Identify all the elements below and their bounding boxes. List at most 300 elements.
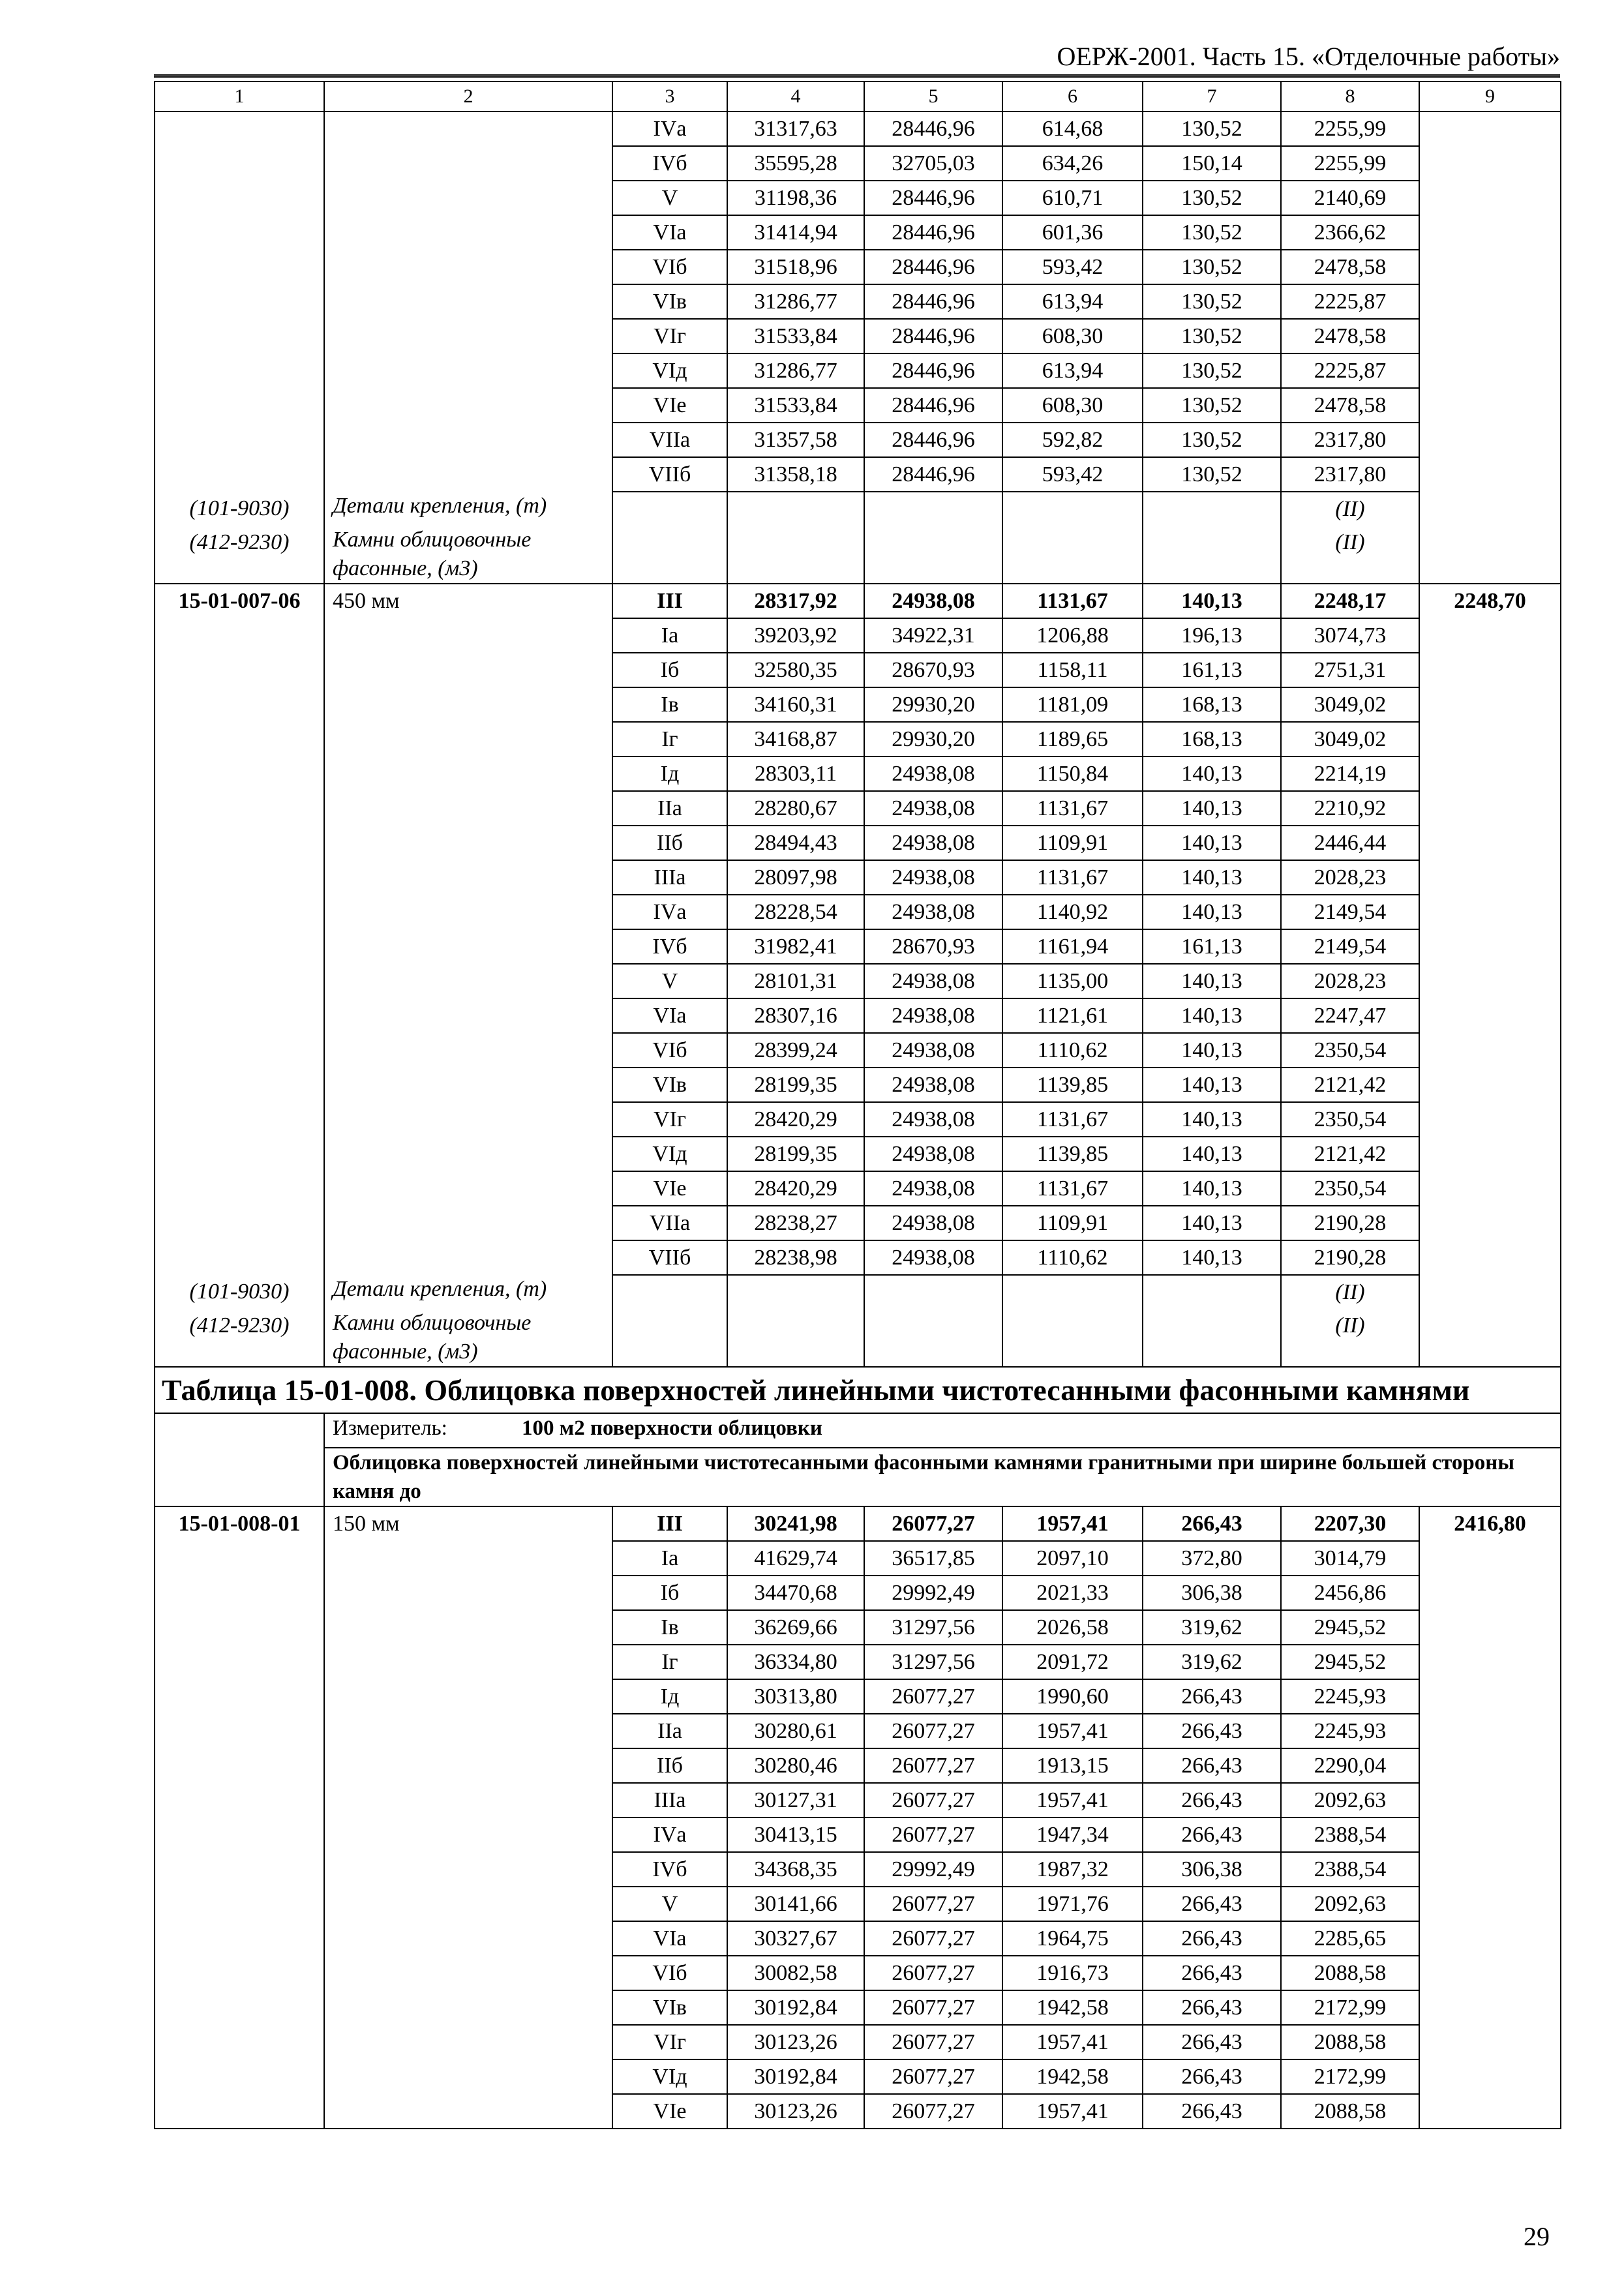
direct-cost-cell: 28317,92 [727,584,864,618]
material-cost-cell: 2388,54 [1281,1818,1419,1852]
material-name: Камни облицовочные фасонные, (м3) [324,1309,612,1367]
material-cost-cell: 2140,69 [1281,181,1419,215]
machine-cost-cell: 592,82 [1002,423,1143,457]
zone-cell: VIв [612,1068,727,1102]
direct-cost-cell: 31286,77 [727,284,864,319]
rate-code: 15-01-007-06 [155,584,324,618]
zone-cell: VIб [612,1956,727,1990]
labor-cost-cell: 26077,27 [864,2059,1002,2094]
machine-cost-cell: 1189,65 [1002,722,1143,756]
material-cost-cell: 2478,58 [1281,388,1419,423]
zone-row [155,284,1561,319]
direct-cost-cell: 31357,58 [727,423,864,457]
empty-cell [324,1645,612,1679]
empty-cell [324,1679,612,1714]
direct-cost-cell: 28420,29 [727,1102,864,1137]
empty-cell [864,1275,1002,1309]
machine-cost-cell: 601,36 [1002,215,1143,250]
labor-cost-cell: 36517,85 [864,1541,1002,1576]
direct-cost-cell: 30127,31 [727,1783,864,1818]
operator-wage-cell: 140,13 [1143,1206,1281,1240]
zone-cell: VIIб [612,1240,727,1275]
direct-cost-cell: 41629,74 [727,1541,864,1576]
operator-wage-cell: 130,52 [1143,319,1281,353]
material-cost-cell: 2088,58 [1281,2025,1419,2059]
material-cost-cell: 2350,54 [1281,1171,1419,1206]
empty-cell [155,2059,324,2094]
empty-cell [155,895,324,929]
empty-cell [1419,722,1561,756]
empty-cell [155,457,324,492]
zone-cell: VIг [612,319,727,353]
operator-wage-cell: 266,43 [1143,1679,1281,1714]
operator-wage-cell: 130,52 [1143,215,1281,250]
direct-cost-cell: 31982,41 [727,929,864,964]
direct-cost-cell: 28238,27 [727,1206,864,1240]
zone-row [155,1921,1561,1956]
rate-total: 2416,80 [1419,1506,1561,1541]
empty-cell [324,998,612,1033]
zone-cell: Iб [612,1576,727,1610]
direct-cost-cell: 32580,35 [727,653,864,687]
labor-cost-cell: 24938,08 [864,895,1002,929]
zone-row [155,215,1561,250]
labor-cost-cell: 24938,08 [864,1206,1002,1240]
zone-cell: VIа [612,1921,727,1956]
direct-cost-cell: 30123,26 [727,2025,864,2059]
zone-row [155,146,1561,181]
machine-cost-cell: 1942,58 [1002,1990,1143,2025]
zone-cell: VIд [612,1137,727,1171]
material-cost-cell: 2028,23 [1281,964,1419,998]
machine-cost-cell: 1206,88 [1002,618,1143,653]
operator-wage-cell: 140,13 [1143,860,1281,895]
column-number: 3 [612,82,727,112]
material-row [155,492,1561,526]
operator-wage-cell: 140,13 [1143,756,1281,791]
zone-row [155,1206,1561,1240]
operator-wage-cell: 161,13 [1143,929,1281,964]
material-row [155,526,1561,584]
material-cost-cell: 3074,73 [1281,618,1419,653]
material-cost-cell: 2149,54 [1281,929,1419,964]
empty-cell [324,423,612,457]
empty-cell [1419,319,1561,353]
empty-cell [155,2025,324,2059]
empty-cell [324,146,612,181]
direct-cost-cell: 28199,35 [727,1068,864,1102]
labor-cost-cell: 24938,08 [864,1068,1002,1102]
empty-cell [1419,181,1561,215]
empty-cell [155,319,324,353]
empty-cell [324,1921,612,1956]
price-table-body [155,82,1561,2129]
zone-row [155,1990,1561,2025]
labor-cost-cell: 29930,20 [864,687,1002,722]
material-cost-cell: 2248,17 [1281,584,1419,618]
direct-cost-cell: 31414,94 [727,215,864,250]
operator-wage-cell: 168,13 [1143,722,1281,756]
zone-cell: IIб [612,826,727,860]
empty-cell [1419,1309,1561,1367]
empty-cell [324,1206,612,1240]
empty-cell [864,1309,1002,1367]
zone-cell: VIе [612,388,727,423]
empty-cell [1419,1852,1561,1887]
empty-cell [324,215,612,250]
empty-cell [155,687,324,722]
zone-cell: V [612,1887,727,1921]
labor-cost-cell: 31297,56 [864,1645,1002,1679]
material-cost-cell: 2225,87 [1281,353,1419,388]
zone-row [155,319,1561,353]
material-cost-cell: 2456,86 [1281,1576,1419,1610]
empty-cell [1143,526,1281,584]
empty-cell [1419,423,1561,457]
material-value: (II) [1281,1309,1419,1367]
empty-cell [1419,1137,1561,1171]
machine-cost-cell: 1957,41 [1002,1506,1143,1541]
direct-cost-cell: 34470,68 [727,1576,864,1610]
material-cost-cell: 2172,99 [1281,1990,1419,2025]
zone-row [155,353,1561,388]
direct-cost-cell: 28399,24 [727,1033,864,1068]
empty-cell [324,826,612,860]
zone-cell: IVб [612,929,727,964]
zone-cell: VIг [612,1102,727,1137]
operator-wage-cell: 140,13 [1143,1171,1281,1206]
zone-row [155,1240,1561,1275]
labor-cost-cell: 24938,08 [864,1102,1002,1137]
material-cost-cell: 2092,63 [1281,1783,1419,1818]
empty-cell [155,1921,324,1956]
operator-wage-cell: 140,13 [1143,1033,1281,1068]
material-cost-cell: 2945,52 [1281,1645,1419,1679]
material-cost-cell: 2255,99 [1281,146,1419,181]
labor-cost-cell: 26077,27 [864,1921,1002,1956]
labor-cost-cell: 24938,08 [864,791,1002,826]
empty-cell [155,1610,324,1645]
empty-cell [155,653,324,687]
empty-cell [1419,1576,1561,1610]
zone-cell: IIIа [612,1783,727,1818]
zone-row [155,756,1561,791]
direct-cost-cell: 34368,35 [727,1852,864,1887]
direct-cost-cell: 36334,80 [727,1645,864,1679]
material-cost-cell: 2350,54 [1281,1033,1419,1068]
empty-cell [324,1576,612,1610]
empty-cell [1419,929,1561,964]
machine-cost-cell: 634,26 [1002,146,1143,181]
operator-wage-cell: 130,52 [1143,250,1281,284]
operator-wage-cell: 140,13 [1143,964,1281,998]
machine-cost-cell: 1957,41 [1002,2094,1143,2129]
empty-cell [324,284,612,319]
direct-cost-cell: 34168,87 [727,722,864,756]
material-row [155,1275,1561,1309]
table-title-row [155,1367,1561,1413]
empty-cell [324,1137,612,1171]
operator-wage-cell: 306,38 [1143,1852,1281,1887]
empty-cell [1002,1309,1143,1367]
empty-cell [324,388,612,423]
empty-cell [324,929,612,964]
empty-cell [324,457,612,492]
labor-cost-cell: 24938,08 [864,998,1002,1033]
operator-wage-cell: 140,13 [1143,1068,1281,1102]
operator-wage-cell: 266,43 [1143,2094,1281,2129]
operator-wage-cell: 319,62 [1143,1645,1281,1679]
labor-cost-cell: 24938,08 [864,756,1002,791]
empty-cell [155,791,324,826]
operator-wage-cell: 130,52 [1143,388,1281,423]
empty-cell [324,1240,612,1275]
zone-row [155,618,1561,653]
empty-cell [1419,1921,1561,1956]
direct-cost-cell: 31286,77 [727,353,864,388]
operator-wage-cell: 266,43 [1143,2025,1281,2059]
labor-cost-cell: 26077,27 [864,1990,1002,2025]
direct-cost-cell: 31358,18 [727,457,864,492]
operator-wage-cell: 130,52 [1143,353,1281,388]
empty-cell [1419,2059,1561,2094]
empty-cell [324,1818,612,1852]
empty-cell [155,1171,324,1206]
operator-wage-cell: 140,13 [1143,826,1281,860]
machine-cost-cell: 1131,67 [1002,1102,1143,1137]
empty-cell [155,1679,324,1714]
material-cost-cell: 2446,44 [1281,826,1419,860]
empty-cell [155,1887,324,1921]
direct-cost-cell: 28280,67 [727,791,864,826]
empty-cell [1419,1102,1561,1137]
labor-cost-cell: 24938,08 [864,1240,1002,1275]
empty-cell [1419,2094,1561,2129]
zone-cell: IIа [612,791,727,826]
empty-cell [727,492,864,526]
empty-cell [1419,1887,1561,1921]
machine-cost-cell: 1140,92 [1002,895,1143,929]
operator-wage-cell: 140,13 [1143,584,1281,618]
empty-cell [155,250,324,284]
operator-wage-cell: 372,80 [1143,1541,1281,1576]
empty-cell [155,1645,324,1679]
empty-cell [324,756,612,791]
direct-cost-cell: 31533,84 [727,319,864,353]
material-cost-cell: 2245,93 [1281,1714,1419,1748]
direct-cost-cell: 28199,35 [727,1137,864,1171]
empty-cell [155,1783,324,1818]
operator-wage-cell: 140,13 [1143,1137,1281,1171]
empty-cell [1419,388,1561,423]
empty-cell [1419,1818,1561,1852]
zone-cell: V [612,181,727,215]
material-cost-cell: 2149,54 [1281,895,1419,929]
material-name: Детали крепления, (т) [324,1275,612,1309]
labor-cost-cell: 32705,03 [864,146,1002,181]
empty-cell [1419,1541,1561,1576]
machine-cost-cell: 1131,67 [1002,584,1143,618]
empty-cell [155,2094,324,2129]
zone-row [155,860,1561,895]
rate-name: 150 мм [324,1506,612,1541]
empty-cell [324,2094,612,2129]
zone-cell: VIв [612,284,727,319]
direct-cost-cell: 30192,84 [727,2059,864,2094]
page-header: ОЕРЖ-2001. Часть 15. «Отделочные работы» [1057,42,1560,71]
labor-cost-cell: 26077,27 [864,1956,1002,1990]
labor-cost-cell: 24938,08 [864,1171,1002,1206]
machine-cost-cell: 1135,00 [1002,964,1143,998]
operator-wage-cell: 130,52 [1143,181,1281,215]
machine-cost-cell: 2021,33 [1002,1576,1143,1610]
material-cost-cell: 2214,19 [1281,756,1419,791]
empty-cell [155,1956,324,1990]
machine-cost-cell: 593,42 [1002,250,1143,284]
machine-cost-cell: 1990,60 [1002,1679,1143,1714]
direct-cost-cell: 30192,84 [727,1990,864,2025]
empty-cell [324,1852,612,1887]
empty-cell [155,1206,324,1240]
direct-cost-cell: 30280,61 [727,1714,864,1748]
labor-cost-cell: 28446,96 [864,250,1002,284]
empty-cell [727,1275,864,1309]
material-cost-cell: 2245,93 [1281,1679,1419,1714]
zone-row [155,1068,1561,1102]
zone-cell: IVб [612,1852,727,1887]
empty-cell [324,1102,612,1137]
zone-row [155,1818,1561,1852]
zone-cell: VIе [612,2094,727,2129]
machine-cost-cell: 1957,41 [1002,1783,1143,1818]
empty-cell [155,929,324,964]
operator-wage-cell: 266,43 [1143,1990,1281,2025]
labor-cost-cell: 26077,27 [864,2025,1002,2059]
empty-cell [324,319,612,353]
machine-cost-cell: 1131,67 [1002,860,1143,895]
empty-cell [1419,653,1561,687]
empty-cell [155,860,324,895]
description-row [155,1448,1561,1506]
direct-cost-cell: 31533,84 [727,388,864,423]
empty-cell [1002,492,1143,526]
machine-cost-cell: 1913,15 [1002,1748,1143,1783]
direct-cost-cell: 28101,31 [727,964,864,998]
column-number: 7 [1143,82,1281,112]
zone-row [155,1714,1561,1748]
material-name: Детали крепления, (т) [324,492,612,526]
direct-cost-cell: 36269,66 [727,1610,864,1645]
material-cost-cell: 2121,42 [1281,1137,1419,1171]
zone-cell: Iг [612,722,727,756]
column-number: 5 [864,82,1002,112]
material-cost-cell: 2225,87 [1281,284,1419,319]
column-number: 2 [324,82,612,112]
material-cost-cell: 2751,31 [1281,653,1419,687]
labor-cost-cell: 24938,08 [864,964,1002,998]
empty-cell [324,1610,612,1645]
material-code: (412-9230) [155,1309,324,1367]
material-code: (101-9030) [155,1275,324,1309]
zone-row [155,1783,1561,1818]
empty-cell [324,618,612,653]
material-cost-cell: 2285,65 [1281,1921,1419,1956]
machine-cost-cell: 1139,85 [1002,1137,1143,1171]
material-cost-cell: 2092,63 [1281,1887,1419,1921]
empty-cell [155,1102,324,1137]
empty-cell [324,1714,612,1748]
direct-cost-cell: 30141,66 [727,1887,864,1921]
empty-cell [324,1956,612,1990]
empty-cell [324,250,612,284]
zone-cell: Iб [612,653,727,687]
zone-cell: VIв [612,1990,727,2025]
operator-wage-cell: 168,13 [1143,687,1281,722]
empty-cell [1419,492,1561,526]
empty-cell [1002,526,1143,584]
zone-cell: Iа [612,1541,727,1576]
zone-row [155,1102,1561,1137]
direct-cost-cell: 30280,46 [727,1748,864,1783]
material-row [155,1309,1561,1367]
zone-row [155,1887,1561,1921]
labor-cost-cell: 26077,27 [864,1748,1002,1783]
price-table [154,81,1561,2129]
operator-wage-cell: 266,43 [1143,1783,1281,1818]
zone-cell: VIIа [612,1206,727,1240]
empty-cell [155,1033,324,1068]
material-value: (II) [1281,492,1419,526]
machine-cost-cell: 1942,58 [1002,2059,1143,2094]
zone-row [155,1033,1561,1068]
labor-cost-cell: 24938,08 [864,584,1002,618]
zone-cell: III [612,584,727,618]
empty-cell [612,526,727,584]
empty-cell [324,1887,612,1921]
empty-cell [324,112,612,146]
empty-cell [155,1541,324,1576]
zone-row [155,2094,1561,2129]
operator-wage-cell: 140,13 [1143,1240,1281,1275]
machine-cost-cell: 2091,72 [1002,1645,1143,1679]
machine-cost-cell: 1964,75 [1002,1921,1143,1956]
empty-cell [1419,284,1561,319]
empty-cell [864,492,1002,526]
operator-wage-cell: 130,52 [1143,457,1281,492]
table-description: Облицовка поверхностей линейными чистотесанными фасонными камнями гранитными при ширине большей стороны камня до [324,1448,1561,1506]
empty-cell [324,1033,612,1068]
machine-cost-cell: 613,94 [1002,284,1143,319]
empty-cell [155,353,324,388]
zone-cell: IVб [612,146,727,181]
labor-cost-cell: 31297,56 [864,1610,1002,1645]
direct-cost-cell: 30123,26 [727,2094,864,2129]
labor-cost-cell: 29992,49 [864,1852,1002,1887]
labor-cost-cell: 28446,96 [864,457,1002,492]
machine-cost-cell: 593,42 [1002,457,1143,492]
material-cost-cell: 2247,47 [1281,998,1419,1033]
empty-cell [155,964,324,998]
labor-cost-cell: 26077,27 [864,2094,1002,2129]
material-cost-cell: 2366,62 [1281,215,1419,250]
rate-main-row [155,584,1561,618]
empty-cell [324,895,612,929]
zone-row [155,1679,1561,1714]
empty-cell [324,653,612,687]
operator-wage-cell: 140,13 [1143,998,1281,1033]
labor-cost-cell: 29930,20 [864,722,1002,756]
direct-cost-cell: 28307,16 [727,998,864,1033]
